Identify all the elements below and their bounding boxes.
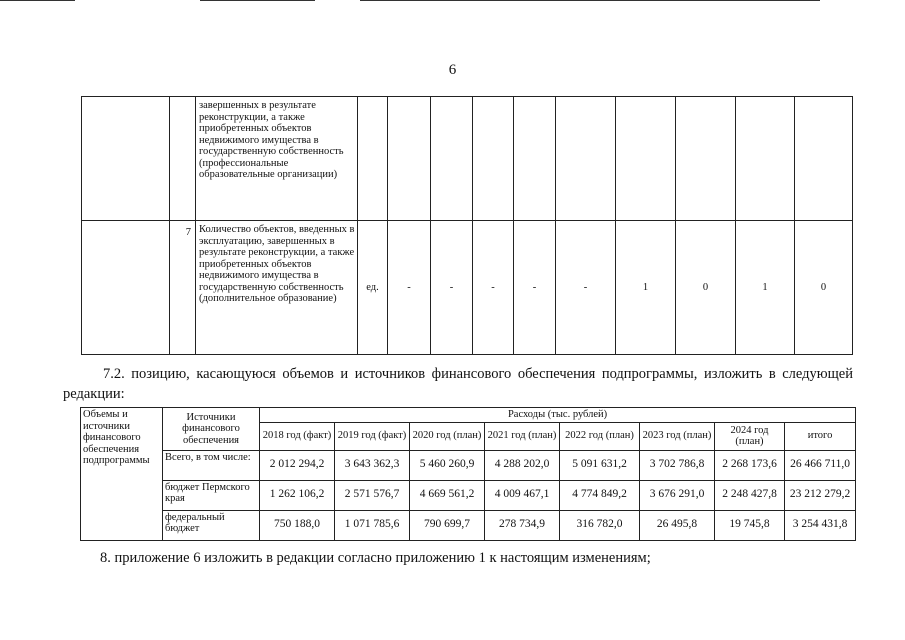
year-header: 2019 год (факт) (335, 422, 410, 450)
year-header: 2022 год (план) (560, 422, 640, 450)
value-cell: 1 262 106,2 (260, 480, 335, 510)
sources-header: Источники финансового обеспечения (163, 408, 260, 451)
value-cell: - (514, 221, 556, 355)
table-row (82, 221, 853, 355)
finance-section-label: Объемы и источники финансового обеспечения подпрограммы (81, 408, 163, 541)
empty-cell (170, 97, 196, 221)
value-cell: 790 699,7 (410, 510, 485, 540)
empty-cell (431, 97, 473, 221)
value-cell: 2 248 427,8 (715, 480, 785, 510)
value-cell: - (473, 221, 514, 355)
value-cell: 1 (616, 221, 676, 355)
finance-table (80, 407, 856, 541)
value-cell: 2 012 294,2 (260, 450, 335, 480)
year-header: 2018 год (факт) (260, 422, 335, 450)
value-cell: 23 212 279,2 (785, 480, 856, 510)
value-cell: 3 676 291,0 (640, 480, 715, 510)
top-border-line (0, 0, 75, 1)
value-cell: 2 268 173,6 (715, 450, 785, 480)
page-number: 6 (448, 62, 457, 78)
value-cell: 19 745,8 (715, 510, 785, 540)
value-cell: 1 071 785,6 (335, 510, 410, 540)
source-label: федеральный бюджет (163, 510, 260, 540)
value-cell: 2 571 576,7 (335, 480, 410, 510)
empty-cell (795, 97, 853, 221)
year-header: 2020 год (план) (410, 422, 485, 450)
year-header: 2021 год (план) (485, 422, 560, 450)
year-header: 2023 год (план) (640, 422, 715, 450)
value-cell: 26 495,8 (640, 510, 715, 540)
table-row (82, 97, 853, 221)
empty-cell (388, 97, 431, 221)
indicator-text: завершенных в результате реконструкции, а также приобретенных объектов недвижимого имущества в государственную собственность (профессиональные образовательные организации) (196, 97, 358, 221)
value-cell: 278 734,9 (485, 510, 560, 540)
indicator-text: Количество объектов, введенных в эксплуатацию, завершенных в результате реконструкции, а также приобретенных объектов недвижимого имущества в государственную собственность (дополнительное образование) (196, 221, 358, 355)
empty-cell (473, 97, 514, 221)
empty-cell (358, 97, 388, 221)
paragraph-8: 8. приложение 6 изложить в редакции согласно приложению 1 к настоящим изменениям; (100, 550, 651, 566)
value-cell: - (556, 221, 616, 355)
value-cell: 5 091 631,2 (560, 450, 640, 480)
empty-cell (616, 97, 676, 221)
value-cell: - (388, 221, 431, 355)
value-cell: 0 (676, 221, 736, 355)
table-row (81, 408, 856, 423)
empty-cell (736, 97, 795, 221)
empty-cell (556, 97, 616, 221)
year-header: 2024 год (план) (715, 422, 785, 450)
value-cell: 5 460 260,9 (410, 450, 485, 480)
indicator-table (81, 96, 853, 355)
total-header: итого (785, 422, 856, 450)
value-cell: 4 288 202,0 (485, 450, 560, 480)
value-cell: 3 254 431,8 (785, 510, 856, 540)
value-cell: 3 702 786,8 (640, 450, 715, 480)
value-cell: 0 (795, 221, 853, 355)
table-row (81, 510, 856, 540)
empty-cell (82, 97, 170, 221)
row-number: 7 (170, 221, 196, 355)
table-row (81, 480, 856, 510)
value-cell: 750 188,0 (260, 510, 335, 540)
value-cell: 4 009 467,1 (485, 480, 560, 510)
empty-cell (676, 97, 736, 221)
value-cell: 26 466 711,0 (785, 450, 856, 480)
value-cell: 4 669 561,2 (410, 480, 485, 510)
value-cell: 4 774 849,2 (560, 480, 640, 510)
top-border-line (360, 0, 820, 1)
expenses-header: Расходы (тыс. рублей) (260, 408, 856, 423)
table-row (81, 450, 856, 480)
empty-cell (82, 221, 170, 355)
source-label: бюджет Пермского края (163, 480, 260, 510)
source-label: Всего, в том числе: (163, 450, 260, 480)
top-border-line (200, 0, 315, 1)
value-cell: 316 782,0 (560, 510, 640, 540)
unit-cell: ед. (358, 221, 388, 355)
empty-cell (514, 97, 556, 221)
paragraph-7-2: 7.2. позицию, касающуюся объемов и источников финансового обеспечения подпрограммы, изложить в следующей редакции: (63, 366, 853, 402)
value-cell: - (431, 221, 473, 355)
value-cell: 1 (736, 221, 795, 355)
value-cell: 3 643 362,3 (335, 450, 410, 480)
